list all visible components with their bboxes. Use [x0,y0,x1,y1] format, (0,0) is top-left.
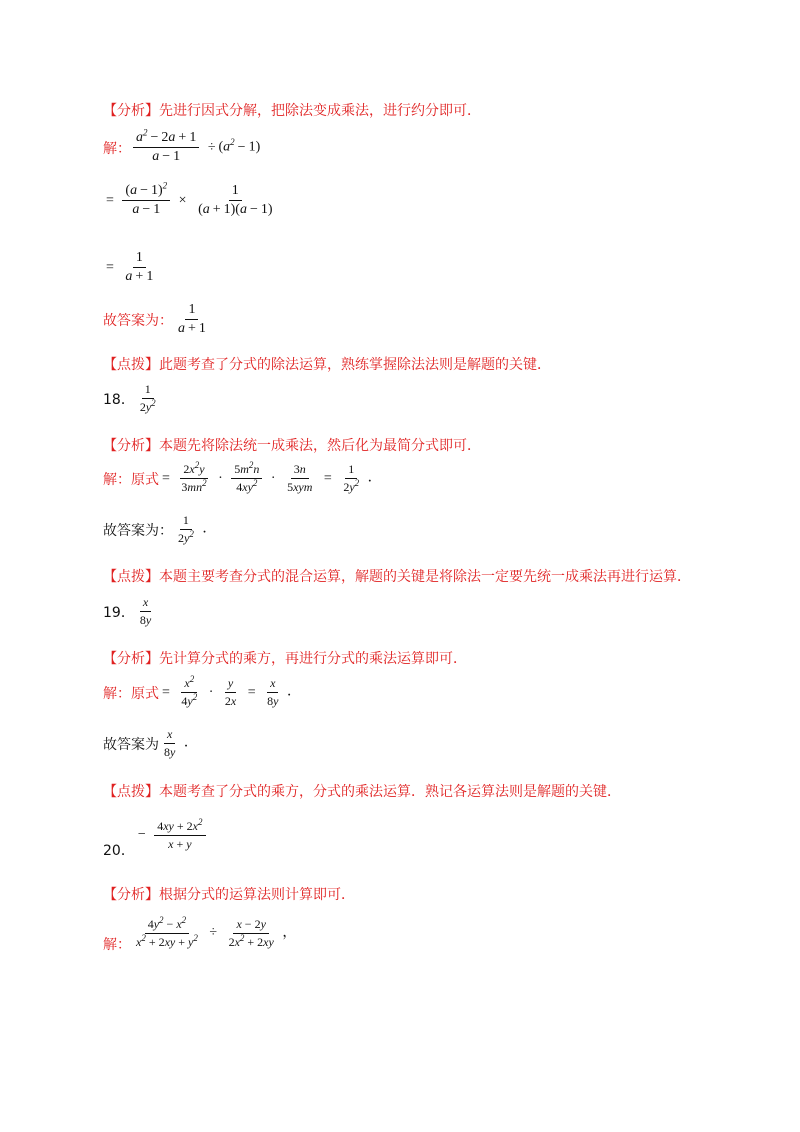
problem-number: 20． [103,843,135,859]
fraction: $\frac{1}{2y^2}$ [139,382,156,414]
fraction: $\frac{1}{2y^2}$ [178,513,194,545]
solution-17-line3: = $\frac{1}{a + 1}$ [103,250,158,285]
fraction: $\frac{1}{(a + 1)(a - 1)}$ [198,183,273,217]
tip-18: 【点拨】本题主要考查分式的混合运算，解题的关键是将除法一定要先统一成乘法再进行运算． [103,569,691,585]
fraction: $\frac{3n}{\text{5xym}}$ [287,462,313,494]
problem-19-answer [103,595,156,628]
solution-19: 解：原式 = $\frac{x^2}{4y^2}$ · $\frac{y}{2x}$ = $\frac{x}{8y}$ ． [103,674,301,708]
solution-17-line2: = $\frac{(a - 1)^2}{a - 1}$ × $\frac{1}{(a + 1)(a - 1)}$ [103,183,278,218]
fraction: $\frac{1}{a + 1}$ [125,250,154,284]
problem-18-answer [103,382,161,415]
fraction: $\frac{1}{a + 1}$ [178,302,206,336]
answer-17: 故答案为： $\frac{1}{a + 1}$ [103,302,211,337]
fraction: $\frac{y}{2x}$ [224,676,237,708]
tip-19: 【点拨】本题考查了分式的乘方，分式的乘法运算．熟记各运算法则是解题的关键． [103,784,621,800]
answer-18: 故答案为： $\frac{1}{2y^2}$ ． [103,513,217,545]
analysis-19: 【分析】先计算分式的乘方，再进行分式的乘法运算即可． [103,651,467,667]
fraction: $\frac{4xy + 2x^2}{x + y}$ [154,819,205,852]
solution-20: 解： $\frac{4y^2 - x^2}{x^2 + 2xy + y^2}$ ÷ $\frac{x - 2y}{2x^2 + 2xy}$ ， [103,914,297,953]
fraction: $\frac{(a - 1)^2}{a - 1}$ [122,183,170,218]
problem-number: 19． [103,604,135,621]
analysis-18: 【分析】本题先将除法统一成乘法，然后化为最简分式即可． [103,438,481,454]
fraction: $\frac{x}{8y}$ [139,595,152,627]
fraction: $\frac{a^2 - 2a + 1}{a - 1}$ [133,130,199,165]
fraction: $\frac{5m^2n}{4xy^2}$ [231,462,262,495]
fraction: $\frac{x}{8y}$ [267,676,279,708]
problem-number: 18． [103,391,135,408]
solution-18: 解：原式 = $\frac{2x^2y}{3mn^2}$ · $\frac{5m^2n}{4xy^2}$ · $\frac{3n}{\text{5xym}}$ = $\frac{1}{2y^2}$ ． [103,460,382,494]
answer-19: 故答案为 $\frac{x}{8y}$ ． [103,727,198,759]
analysis-17: 【分析】先进行因式分解，把除法变成乘法，进行约分即可． [103,103,481,119]
fraction: $\frac{x}{8y}$ [164,727,176,759]
tip-17: 【点拨】此题考查了分式的除法运算，熟练掌握除法法则是解题的关键． [103,357,551,373]
fraction: $\frac{x^2}{4y^2}$ [181,674,198,708]
solution-17-line1: 解： $\frac{a^2 - 2a + 1}{a - 1}$ ÷ $(a^2 - 1)$ [103,127,261,164]
fraction: $\frac{1}{2y^2}$ [343,462,360,494]
fraction: $\frac{2x^2y}{3mn^2}$ [181,460,207,494]
fraction: $\frac{4y^2 - x^2}{x^2 + 2xy + y^2}$ [136,914,198,949]
solution-label: 解： [103,140,131,157]
fraction: $\frac{x - 2y}{2x^2 + 2xy}$ [228,916,274,949]
analysis-20: 【分析】根据分式的运算法则计算即可． [103,887,355,903]
problem-20-answer: 20． − $\frac{4xy + 2x^2}{x + y}$ [103,810,208,860]
